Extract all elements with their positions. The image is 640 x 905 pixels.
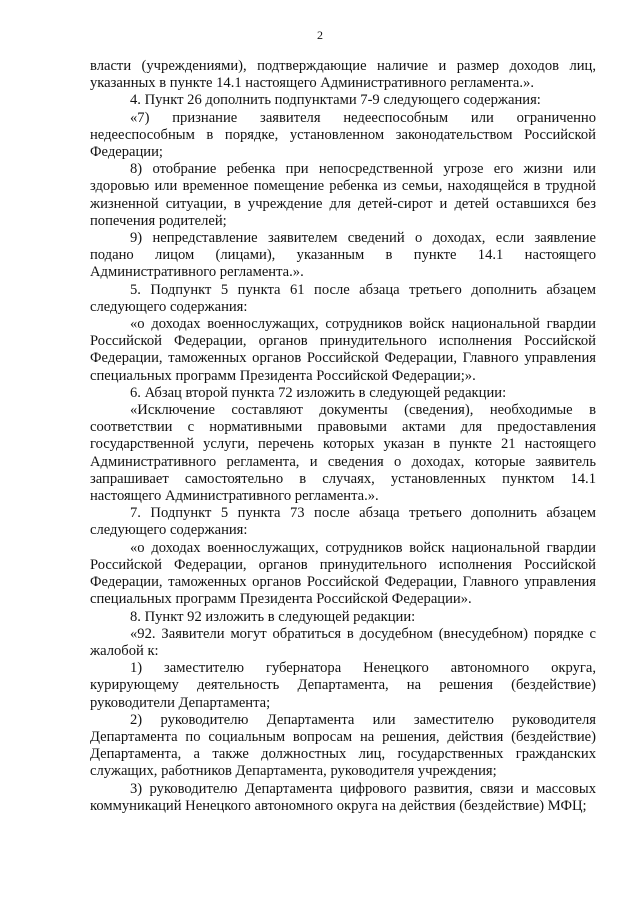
- paragraph-complaint-3: 3) руководителю Департамента цифрового развития, связи и массовых коммуникаций Ненецкого автономного округа на действия (бездействие) МФЦ;: [90, 780, 596, 814]
- paragraph-subitem-8: 8) отобрание ребенка при непосредственной угрозе его жизни или здоровью или временное помещение ребенка из семьи, находящейся в трудной жизненной ситуации, в учреждение для детей-сирот и детей оставшихся без попечения родителей;: [90, 161, 596, 229]
- paragraph-complaint-2: 2) руководителю Департамента или заместителю руководителя Департамента по социальным вопросам на решения, действия (бездействие) Департамента, а также должностных лиц, государственных гражданских служащих, работников Департамента, руководителя учреждения;: [90, 711, 596, 780]
- document-body: [90, 58, 596, 815]
- page-number: 2: [317, 28, 323, 42]
- paragraph-item-4: 4. Пункт 26 дополнить подпунктами 7-9 следующего содержания:: [130, 92, 541, 109]
- paragraph-continuation: власти (учреждениями), подтверждающие наличие и размер доходов лиц, указанных в пункте 14.1 настоящего Административного регламента.».: [90, 58, 596, 92]
- paragraph-item-6: 6. Абзац второй пункта 72 изложить в следующей редакции:: [130, 384, 507, 401]
- paragraph-quote-income-73: «о доходах военнослужащих, сотрудников войск национальной гвардии Российской Федерации, органов принудительного исполнения Российской Федерации, таможенных органов Российской Федерации, Главного управления специальных программ Президента Российской Федерации».: [90, 539, 596, 608]
- paragraph-complaint-1: 1) заместителю губернатора Ненецкого автономного округа, курирующему деятельность Департамента, на решения (бездействие) руководители Департамента;: [90, 660, 596, 711]
- paragraph-quote-income-61: «о доходах военнослужащих, сотрудников войск национальной гвардии Российской Федерации, органов принудительного исполнения Российской Федерации, таможенных органов Российской Федерации, Главного управления специальных программ Президента Российской Федерации;».: [90, 316, 596, 384]
- paragraph-item-5: 5. Подпункт 5 пункта 61 после абзаца третьего дополнить абзацем следующего содержания:: [90, 281, 596, 315]
- paragraph-quote-92: «92. Заявители могут обратиться в досудебном (внесудебном) порядке с жалобой к:: [90, 625, 596, 659]
- paragraph-item-8: 8. Пункт 92 изложить в следующей редакции:: [130, 608, 416, 625]
- paragraph-quote-exception: «Исключение составляют документы (сведения), необходимые в соответствии с нормативными правовыми актами для предоставления государственной услуги, перечень которых указан в пункте 21 настоящего Административного регламента, и сведения о доходах, которые заявитель запрашивает самостоятельно в случаях, установленных пунктом 14.1 настоящего Административного регламента.».: [90, 402, 596, 505]
- paragraph-subitem-7: «7) признание заявителя недееспособным или ограниченно недееспособным в порядке, установленном законодательством Российской Федерации;: [90, 109, 596, 161]
- paragraph-subitem-9: 9) непредставление заявителем сведений о доходах, если заявление подано лицом (лицами), указанным в пункте 14.1 настоящего Административного регламента.».: [90, 230, 596, 281]
- paragraph-item-7: 7. Подпункт 5 пункта 73 после абзаца третьего дополнить абзацем следующего содержания:: [90, 505, 596, 539]
